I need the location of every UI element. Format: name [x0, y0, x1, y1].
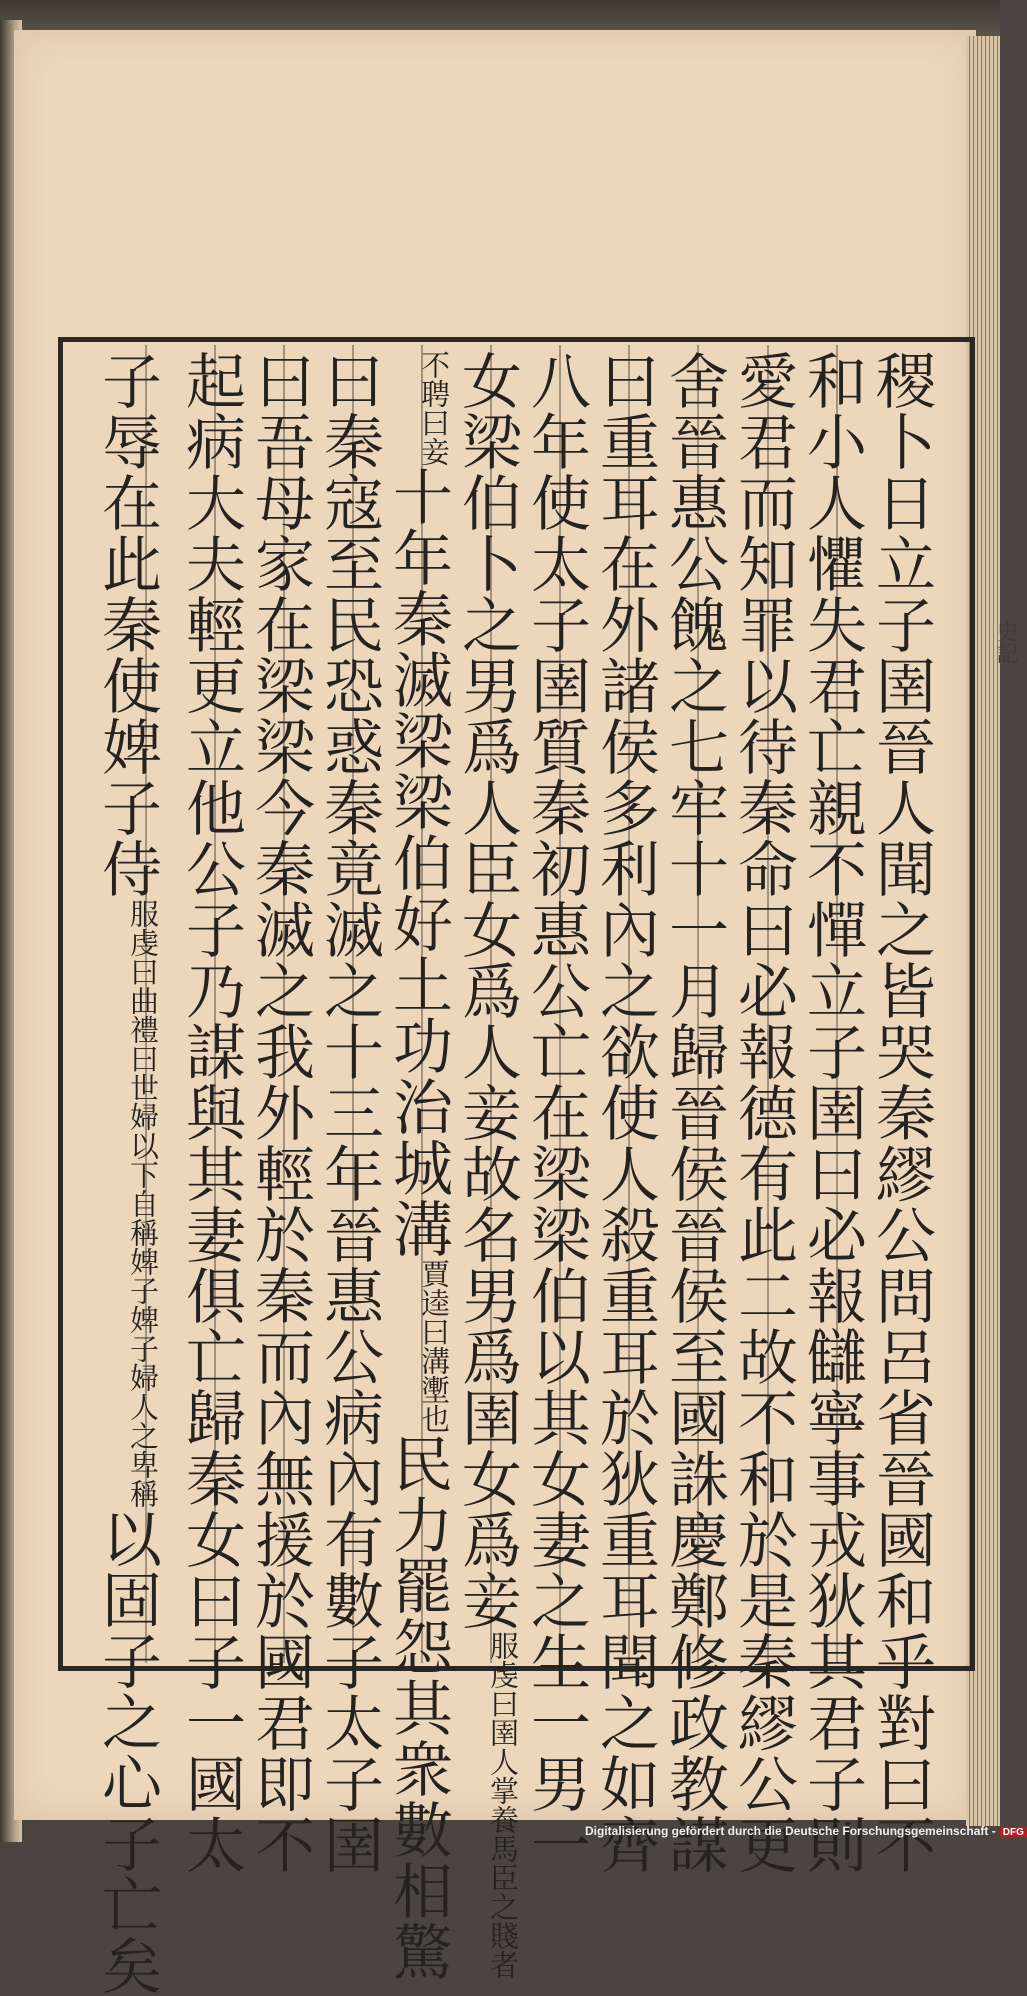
text-column: 愛君而知罪以待秦命曰必報德有此二故不和於是秦繆公更 [728, 350, 798, 1875]
text-column: 稷卜日立子圉晉人聞之皆哭秦繆公問呂省晉國和乎對曰不 [866, 350, 936, 1875]
text-column: 舍晉惠公餽之七牢十一月歸晉侯晉侯至國誅慶鄭修政教謀 [659, 350, 729, 1875]
column-text: 子辱在此秦使婢子侍 [92, 350, 162, 899]
text-column: 曰吾母家在梁梁今秦滅之我外輕於秦而內無援於國君即不 [245, 350, 315, 1875]
credit-text: Digitalisierung gefördert durch die Deutsche Forschungsgemeinschaft - [585, 1824, 996, 1838]
digitization-credit [585, 1824, 1027, 1838]
commentary-note: 賈逵曰溝壍也 [417, 1259, 451, 1433]
text-column: 和小人懼失君亡親不憚立子圉曰必報讎寧事戎狄其君子則 [797, 350, 867, 1875]
dfg-logo: DFG [1000, 1827, 1027, 1838]
commentary-note: 服虔曰曲禮曰世婦以下自稱婢子婢子婦人之卑稱 [126, 899, 160, 1508]
column-text: 民力罷怨其衆數相驚 [383, 1433, 453, 1982]
text-column [92, 350, 162, 1996]
text-column: 曰重耳在外諸侯多利內之欲使人殺重耳於狄重耳聞之如齊 [590, 350, 660, 1875]
column-text: 以固子之心子亡矣 [92, 1508, 162, 1996]
column-text: 女梁伯卜之男爲人臣女爲人妾故名男爲圉女爲妾 [452, 350, 522, 1631]
text-column: 起病大夫輕更立他公子乃謀與其妻俱亡歸秦女曰子一國太 [176, 350, 246, 1875]
text-column: 曰秦寇至民恐惑秦竟滅之十三年晉惠公病內有數子太子圉 [314, 350, 384, 1875]
column-text: 十年秦滅梁梁伯好土功治城溝 [383, 466, 453, 1259]
text-column: 八年使太子圉質秦初惠公亡在梁梁伯以其女妻之生一男一 [521, 350, 591, 1875]
commentary-note: 不聘曰妾 [417, 350, 451, 466]
text-column [452, 350, 522, 1979]
margin-title: 史記 [993, 620, 1018, 664]
text-column [383, 350, 453, 1982]
commentary-note: 服虔曰圉人掌養馬臣之賤者 [486, 1631, 520, 1979]
